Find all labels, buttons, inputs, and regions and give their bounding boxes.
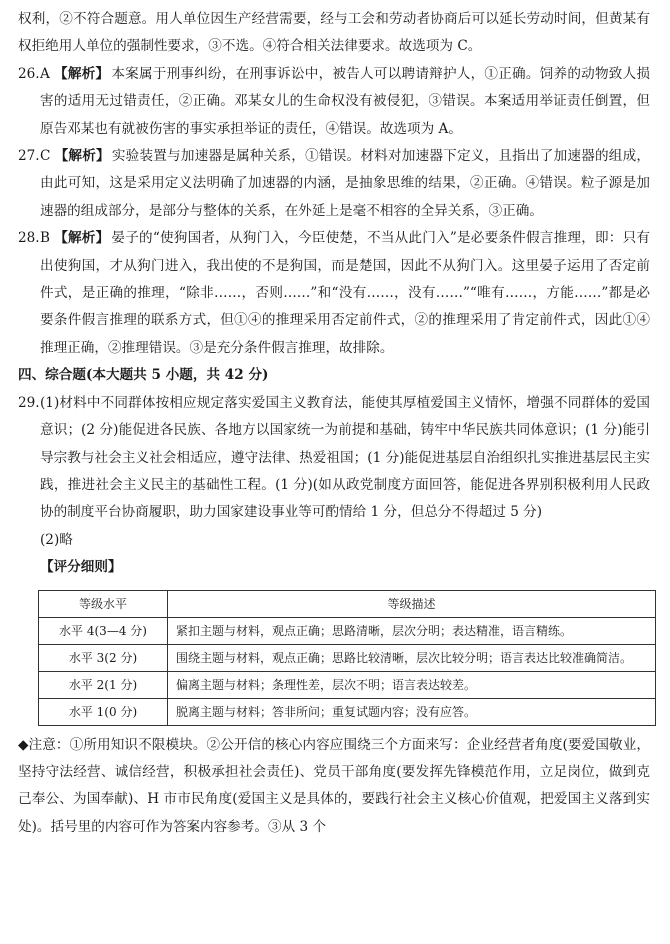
level-cell: 水平 2(1 分) [39, 671, 168, 698]
table-row [39, 698, 656, 725]
answer-letter: A [40, 65, 50, 82]
question-number: 27. [18, 148, 40, 165]
description-cell: 脱离主题与材料；答非所问；重复试题内容；没有应答。 [168, 698, 656, 725]
column-header: 等级水平 [39, 590, 168, 617]
description-cell: 偏离主题与材料；条理性差，层次不明；语言表达较差。 [168, 671, 656, 698]
table-row [39, 644, 656, 671]
description-cell: 围绕主题与材料，观点正确；思路比较清晰，层次比较分明；语言表达比较准确简洁。 [168, 644, 656, 671]
analysis-text: 晏子的“使狗国者，从狗门入，今臣使楚，不当从此门入”是必要条件假言推理，即：只有出使狗国，才从狗门进入，我出使的不是狗国，而是楚国，因此不从狗门入。这里晏子运用了否定前件式，是正确的推理，“除非……，否则……”和“没有……，没有……”“唯有……，方能……”都是必要条件假言推理的联系方式，但①④的推理采用否定前件式，②的推理采用了肯定前件式，因此①④推理正确，②推理错误。③是充分条件假言推理，故排除。 [40, 230, 650, 356]
grading-table [38, 590, 656, 726]
analysis-text: 本案属于刑事纠纷，在刑事诉讼中，被告人可以聘请辩护人，①正确。饲养的动物致人损害的适用无过错责任，②正确。邓某女儿的生命权没有被侵犯，③错误。本案适用举证责任倒置，但原告邓某也有就被伤害的事实承担举证的责任，④错误。故选项为 A。 [40, 65, 651, 137]
question-number: 28. [18, 230, 40, 247]
question-number: 26. [18, 65, 40, 82]
column-header: 等级描述 [168, 590, 656, 617]
analysis-tag: 【解析】 [53, 65, 110, 82]
question-number: 29. [18, 394, 40, 411]
description-cell: 紧扣主题与材料，观点正确；思路清晰，层次分明；表达精准，语言精练。 [168, 617, 656, 644]
table-header-row [39, 590, 656, 617]
level-cell: 水平 4(3—4 分) [39, 617, 168, 644]
intro-continuation: 权利，②不符合题意。用人单位因生产经营需要，经与工会和劳动者协商后可以延长劳动时间，但黄某有权拒绝用人单位的强制性要求，③不选。④符合相关法律要求。故选项为 C。 [18, 11, 650, 55]
table-row [39, 617, 656, 644]
answer-part-2: (2)略 [40, 531, 73, 548]
question-28 [18, 225, 650, 362]
analysis-tag: 【解析】 [54, 230, 110, 247]
question-26 [18, 61, 650, 143]
level-cell: 水平 1(0 分) [39, 698, 168, 725]
level-cell: 水平 3(2 分) [39, 644, 168, 671]
answer-part-1: (1)材料中不同群体按相应规定落实爱国主义教育法，能使其厚植爱国主义情怀，增强不同群体的爱国意识；(2 分)能促进各民族、各地方以国家统一为前提和基础，铸牢中华民族共同体意识；(1 分)能引导宗教与社会主义社会相适应，遵守法律、热爱祖国；(1 分)能促进基层自治组织扎实推进基层民主实践，推进社会主义民主的基础性工程。(1 分)(如从政党制度方面回答，能促进各界别积极利用人民政协的制度平台协商履职，助力国家建设事业等可酌情给 1 分，但总分不得超过 5 分) [40, 394, 650, 521]
question-29 [18, 390, 650, 527]
answer-letter: B [40, 230, 50, 247]
table-row [39, 671, 656, 698]
section-heading: 四、综合题(本大题共 5 小题，共 42 分) [18, 367, 269, 384]
question-27 [18, 143, 650, 225]
analysis-text: 实验装置与加速器是属种关系，①错误。材料对加速器下定义，且指出了加速器的组成，由此可知，这是采用定义法明确了加速器的内涵，是抽象思维的结果，②正确。④错误。粒子源是加速器的组成部分，是部分与整体的关系，在外延上是毫不相容的全异关系，③正确。 [40, 148, 651, 219]
answer-letter: C [40, 148, 51, 165]
analysis-tag: 【解析】 [54, 148, 110, 165]
rubric-title: 【评分细则】 [40, 559, 122, 576]
note-paragraph: ◆注意：①所用知识不限模块。②公开信的核心内容应围绕三个方面来写：企业经营者角度(要爱国敬业，坚持守法经营、诚信经营，积极承担社会责任)、党员干部角度(要发挥先锋模范作用，立足岗位，做到克己奉公、为国奉献)、H 市市民角度(爱国主义是具体的，要践行社会主义核心价值观，把爱国主义落到实处)。括号里的内容可作为答案内容参考。③从 3 个 [18, 736, 650, 835]
